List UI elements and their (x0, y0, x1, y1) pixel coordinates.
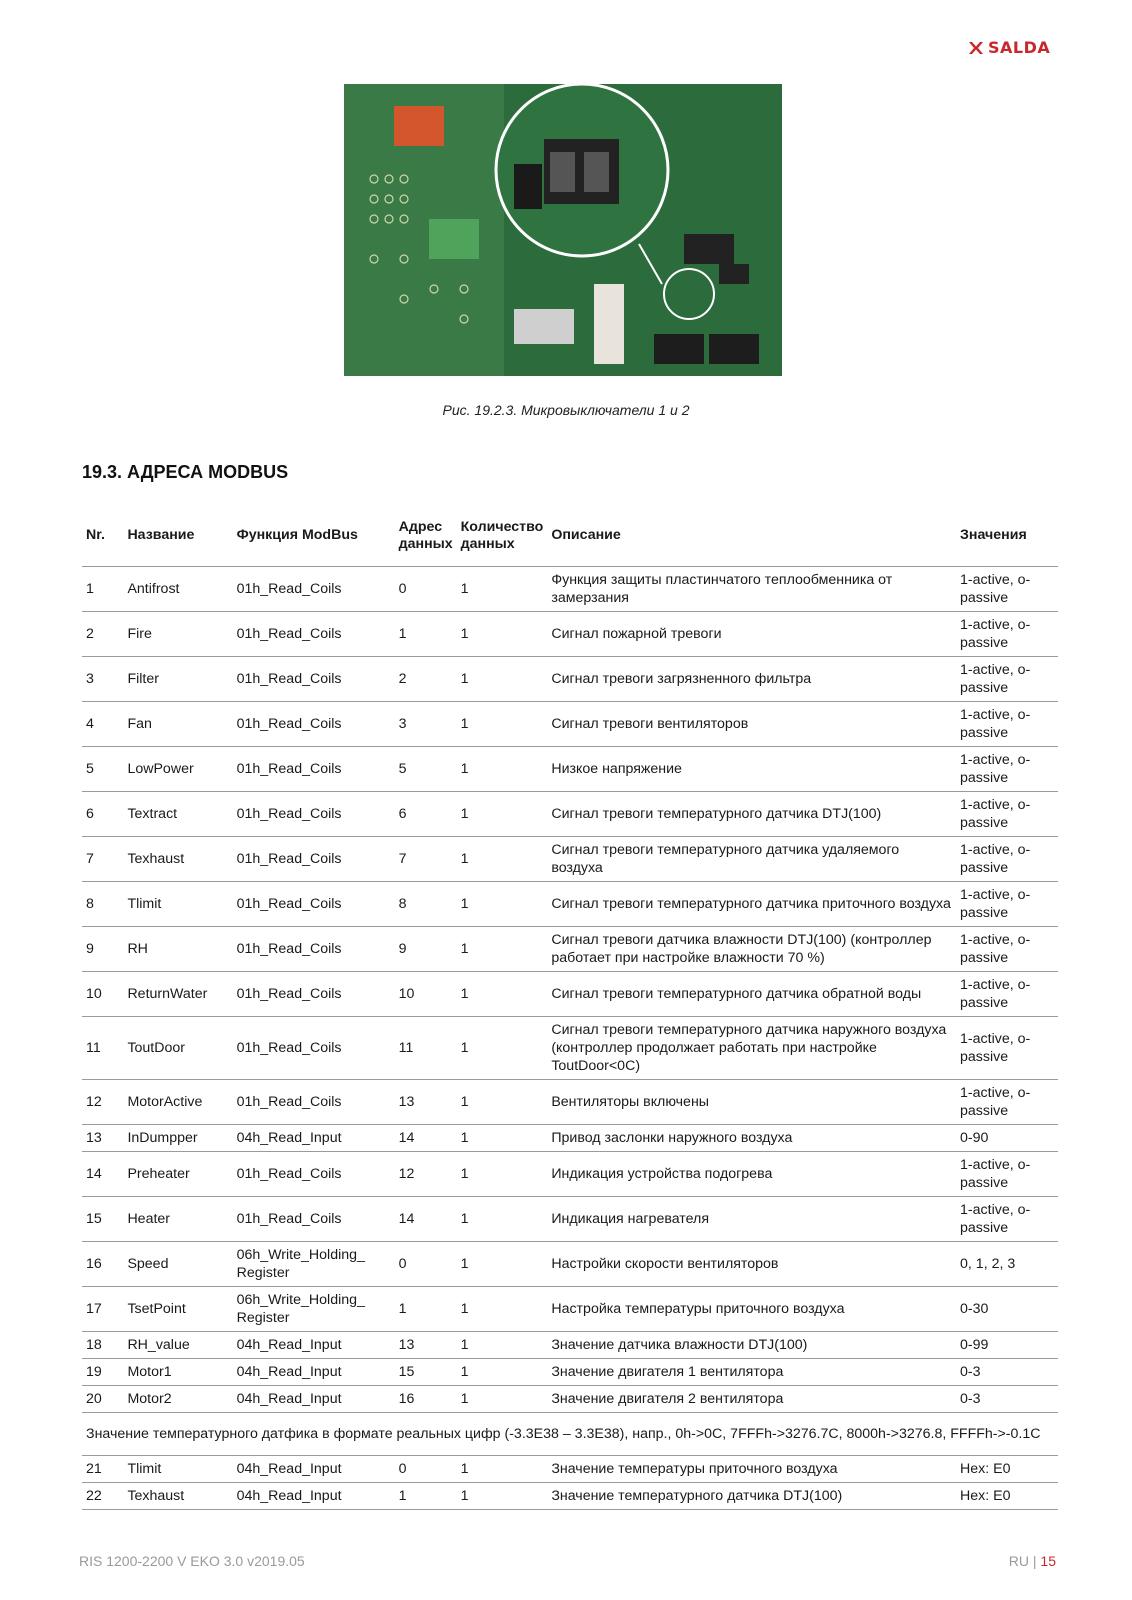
table-row (82, 1482, 1058, 1509)
cell-val: 1-active, o-passive (956, 701, 1058, 746)
cell-val: 0-30 (956, 1286, 1058, 1331)
cell-func: 01h_Read_Coils (233, 1016, 395, 1079)
cell-name: RH_value (123, 1331, 232, 1358)
cell-name: Tlimit (123, 1455, 232, 1482)
table-row (82, 881, 1058, 926)
cell-desc: Индикация устройства подогрева (547, 1151, 956, 1196)
cell-name: RH (123, 926, 232, 971)
cell-func: 06h_Write_Holding_ Register (233, 1286, 395, 1331)
table-row (82, 1358, 1058, 1385)
cell-desc: Сигнал тревоги загрязненного фильтра (547, 656, 956, 701)
cell-qty: 1 (457, 1196, 548, 1241)
cell-nr: 1 (82, 566, 123, 611)
brand-name: SALDA (988, 38, 1051, 57)
cell-adr: 3 (395, 701, 457, 746)
table-row (82, 1385, 1058, 1412)
cell-adr: 10 (395, 971, 457, 1016)
cell-qty: 1 (457, 611, 548, 656)
cell-name: Fire (123, 611, 232, 656)
table-row (82, 1331, 1058, 1358)
page-number: 15 (1040, 1553, 1056, 1569)
cell-name: Texhaust (123, 1482, 232, 1509)
cell-desc: Сигнал тревоги датчика влажности DTJ(100) (контроллер работает при настройке влажности 70 %) (547, 926, 956, 971)
cell-adr: 11 (395, 1016, 457, 1079)
table-row (82, 1455, 1058, 1482)
cell-val: 1-active, o-passive (956, 881, 1058, 926)
table-row (82, 1151, 1058, 1196)
cell-qty: 1 (457, 1016, 548, 1079)
cell-adr: 0 (395, 566, 457, 611)
cell-func: 01h_Read_Coils (233, 1151, 395, 1196)
cell-qty: 1 (457, 926, 548, 971)
cell-func: 01h_Read_Coils (233, 881, 395, 926)
table-row (82, 1196, 1058, 1241)
cell-qty: 1 (457, 1455, 548, 1482)
footer-lang: RU (1008, 1553, 1029, 1569)
table-row (82, 971, 1058, 1016)
table-row (82, 1286, 1058, 1331)
cell-adr: 9 (395, 926, 457, 971)
cell-name: Tlimit (123, 881, 232, 926)
cell-desc: Значение двигателя 1 вентилятора (547, 1358, 956, 1385)
cell-desc: Настройки скорости вентиляторов (547, 1241, 956, 1286)
cell-nr: 17 (82, 1286, 123, 1331)
cell-desc: Сигнал тревоги температурного датчика удаляемого воздуха (547, 836, 956, 881)
cell-nr: 9 (82, 926, 123, 971)
table-row (82, 611, 1058, 656)
cell-qty: 1 (457, 746, 548, 791)
cell-desc: Сигнал пожарной тревоги (547, 611, 956, 656)
cell-adr: 8 (395, 881, 457, 926)
cell-adr: 1 (395, 611, 457, 656)
table-row (82, 791, 1058, 836)
cell-adr: 14 (395, 1124, 457, 1151)
cell-nr: 5 (82, 746, 123, 791)
cell-func: 01h_Read_Coils (233, 611, 395, 656)
cell-val: 1-active, o-passive (956, 926, 1058, 971)
cell-name: LowPower (123, 746, 232, 791)
cell-nr: 19 (82, 1358, 123, 1385)
cell-val: 1-active, o-passive (956, 656, 1058, 701)
footer-doc-id: RIS 1200-2200 V EKO 3.0 v2019.05 (79, 1553, 305, 1569)
cell-adr: 16 (395, 1385, 457, 1412)
figure-caption: Рис. 19.2.3. Микровыключатели 1 и 2 (442, 402, 690, 418)
cell-val: 0-90 (956, 1124, 1058, 1151)
cell-qty: 1 (457, 1482, 548, 1509)
table-row (82, 1241, 1058, 1286)
table-note-row (82, 1412, 1058, 1455)
cell-adr: 15 (395, 1358, 457, 1385)
cell-name: Speed (123, 1241, 232, 1286)
cell-nr: 14 (82, 1151, 123, 1196)
cell-nr: 7 (82, 836, 123, 881)
cell-adr: 0 (395, 1241, 457, 1286)
cell-func: 01h_Read_Coils (233, 1196, 395, 1241)
cell-val: 1-active, o-passive (956, 611, 1058, 656)
brand-logo (968, 38, 1050, 57)
cell-name: TsetPoint (123, 1286, 232, 1331)
table-row (82, 566, 1058, 611)
table-row (82, 1079, 1058, 1124)
cell-adr: 0 (395, 1455, 457, 1482)
cell-name: ToutDoor (123, 1016, 232, 1079)
cell-nr: 16 (82, 1241, 123, 1286)
cell-val: Hex: E0 (956, 1455, 1058, 1482)
cell-desc: Значение датчика влажности DTJ(100) (547, 1331, 956, 1358)
cell-name: ReturnWater (123, 971, 232, 1016)
cell-func: 04h_Read_Input (233, 1124, 395, 1151)
cell-val: 1-active, o-passive (956, 971, 1058, 1016)
cell-val: Hex: E0 (956, 1482, 1058, 1509)
cell-name: Textract (123, 791, 232, 836)
cell-qty: 1 (457, 1358, 548, 1385)
cell-val: 0-3 (956, 1358, 1058, 1385)
cell-val: 1-active, o-passive (956, 791, 1058, 836)
table-row (82, 926, 1058, 971)
cell-val: 1-active, o-passive (956, 1196, 1058, 1241)
cell-nr: 6 (82, 791, 123, 836)
col-val-header: Значения (956, 508, 1058, 566)
cell-qty: 1 (457, 566, 548, 611)
table-row (82, 1016, 1058, 1079)
cell-nr: 3 (82, 656, 123, 701)
cell-desc: Индикация нагревателя (547, 1196, 956, 1241)
cell-func: 04h_Read_Input (233, 1455, 395, 1482)
cell-adr: 12 (395, 1151, 457, 1196)
cell-name: Motor1 (123, 1358, 232, 1385)
cell-func: 04h_Read_Input (233, 1331, 395, 1358)
cell-qty: 1 (457, 1241, 548, 1286)
table-header-row (82, 508, 1058, 566)
cell-nr: 11 (82, 1016, 123, 1079)
cell-nr: 12 (82, 1079, 123, 1124)
cell-qty: 1 (457, 701, 548, 746)
table-row (82, 701, 1058, 746)
cell-adr: 2 (395, 656, 457, 701)
cell-desc: Значение температурного датчика DTJ(100) (547, 1482, 956, 1509)
cell-nr: 13 (82, 1124, 123, 1151)
cell-val: 0, 1, 2, 3 (956, 1241, 1058, 1286)
cell-adr: 13 (395, 1079, 457, 1124)
cell-func: 01h_Read_Coils (233, 791, 395, 836)
cell-qty: 1 (457, 1124, 548, 1151)
cell-adr: 14 (395, 1196, 457, 1241)
cell-nr: 21 (82, 1455, 123, 1482)
col-adr-header: Адрес данных (395, 508, 457, 566)
cell-val: 1-active, o-passive (956, 1016, 1058, 1079)
cell-func: 04h_Read_Input (233, 1385, 395, 1412)
cell-val: 0-3 (956, 1385, 1058, 1412)
cell-name: Preheater (123, 1151, 232, 1196)
cell-nr: 2 (82, 611, 123, 656)
cell-val: 0-99 (956, 1331, 1058, 1358)
cell-name: Heater (123, 1196, 232, 1241)
col-qty-header: Количество данных (457, 508, 548, 566)
cell-desc: Настройка температуры приточного воздуха (547, 1286, 956, 1331)
table-row (82, 1124, 1058, 1151)
cell-desc: Низкое напряжение (547, 746, 956, 791)
cell-name: Motor2 (123, 1385, 232, 1412)
cell-nr: 8 (82, 881, 123, 926)
cell-func: 01h_Read_Coils (233, 836, 395, 881)
col-nr-header: Nr. (82, 508, 123, 566)
cell-func: 01h_Read_Coils (233, 746, 395, 791)
cell-qty: 1 (457, 836, 548, 881)
cell-qty: 1 (457, 1385, 548, 1412)
modbus-address-table (82, 508, 1058, 1510)
cell-name: Texhaust (123, 836, 232, 881)
cell-val: 1-active, o-passive (956, 566, 1058, 611)
cell-func: 06h_Write_Holding_ Register (233, 1241, 395, 1286)
cell-qty: 1 (457, 881, 548, 926)
cell-nr: 18 (82, 1331, 123, 1358)
cell-desc: Сигнал тревоги температурного датчика обратной воды (547, 971, 956, 1016)
cell-qty: 1 (457, 1331, 548, 1358)
cell-func: 01h_Read_Coils (233, 701, 395, 746)
cell-desc: Вентиляторы включены (547, 1079, 956, 1124)
cell-name: Antifrost (123, 566, 232, 611)
cell-qty: 1 (457, 1286, 548, 1331)
table-row (82, 656, 1058, 701)
cell-qty: 1 (457, 656, 548, 701)
footer-page-number (1009, 1553, 1056, 1569)
cell-nr: 22 (82, 1482, 123, 1509)
cell-name: Filter (123, 656, 232, 701)
cell-desc: Значение температуры приточного воздуха (547, 1455, 956, 1482)
cell-func: 04h_Read_Input (233, 1358, 395, 1385)
cell-adr: 5 (395, 746, 457, 791)
table-row (82, 746, 1058, 791)
cell-val: 1-active, o-passive (956, 746, 1058, 791)
cell-adr: 13 (395, 1331, 457, 1358)
cell-desc: Сигнал тревоги температурного датчика наружного воздуха (контроллер продолжает работать при настройке ToutDoor<0C) (547, 1016, 956, 1079)
cell-desc: Сигнал тревоги температурного датчика приточного воздуха (547, 881, 956, 926)
cell-qty: 1 (457, 1151, 548, 1196)
cell-func: 01h_Read_Coils (233, 656, 395, 701)
cell-name: MotorActive (123, 1079, 232, 1124)
cell-nr: 4 (82, 701, 123, 746)
cell-nr: 20 (82, 1385, 123, 1412)
cell-qty: 1 (457, 1079, 548, 1124)
cell-val: 1-active, o-passive (956, 836, 1058, 881)
cell-func: 01h_Read_Coils (233, 971, 395, 1016)
circuit-board-photo (344, 84, 782, 376)
cell-desc: Привод заслонки наружного воздуха (547, 1124, 956, 1151)
cell-func: 01h_Read_Coils (233, 926, 395, 971)
cell-func: 01h_Read_Coils (233, 566, 395, 611)
cell-nr: 15 (82, 1196, 123, 1241)
cell-qty: 1 (457, 791, 548, 836)
cell-val: 1-active, o-passive (956, 1079, 1058, 1124)
cell-desc: Сигнал тревоги температурного датчика DTJ(100) (547, 791, 956, 836)
cell-desc: Функция защиты пластинчатого теплообменника от замерзания (547, 566, 956, 611)
cell-name: InDumpper (123, 1124, 232, 1151)
cell-nr: 10 (82, 971, 123, 1016)
cell-adr: 1 (395, 1286, 457, 1331)
table-row (82, 836, 1058, 881)
cell-desc: Сигнал тревоги вентиляторов (547, 701, 956, 746)
table-note: Значение температурного датфика в формате реальных цифр (-3.3E38 – 3.3E38), напр., 0h->0C, 7FFFh->3276.7C, 8000h->3276.8, FFFFh->-0.1C (82, 1412, 1058, 1455)
section-title: 19.3. АДРЕСА MODBUS (82, 462, 289, 482)
cell-func: 04h_Read_Input (233, 1482, 395, 1509)
col-func-header: Функция ModBus (233, 508, 395, 566)
footer-separator: | (1029, 1553, 1041, 1569)
cell-name: Fan (123, 701, 232, 746)
cell-qty: 1 (457, 971, 548, 1016)
cell-val: 1-active, o-passive (956, 1151, 1058, 1196)
cell-adr: 1 (395, 1482, 457, 1509)
cell-adr: 7 (395, 836, 457, 881)
cell-desc: Значение двигателя 2 вентилятора (547, 1385, 956, 1412)
col-name-header: Название (123, 508, 232, 566)
cell-func: 01h_Read_Coils (233, 1079, 395, 1124)
cell-adr: 6 (395, 791, 457, 836)
salda-logo-icon (968, 40, 984, 56)
col-desc-header: Описание (547, 508, 956, 566)
